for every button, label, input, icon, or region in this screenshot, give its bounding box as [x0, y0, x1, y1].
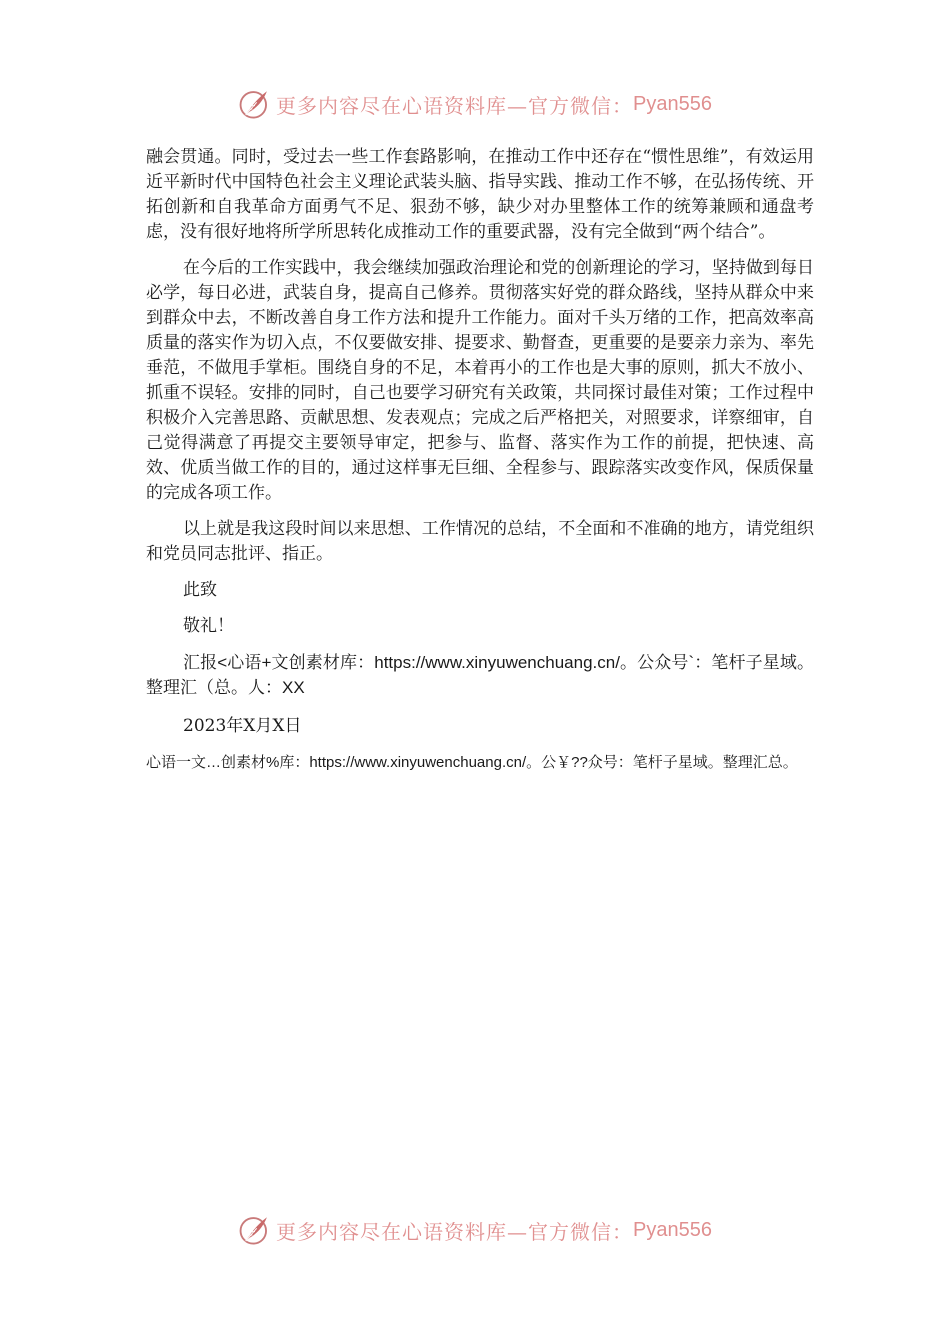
closing-respect: 敬礼！	[183, 616, 234, 636]
paragraph-summary: 以上就是我这段时间以来思想、工作情况的总结，不全面和不准确的地方，请党组织和党员同志批评、指正。	[146, 519, 814, 564]
signature-line: 汇报<心语+文创素材库：https://www.xinyuwenchuang.cn/。公众号`：笔杆子星域。整理汇（总。人：XX	[146, 653, 814, 697]
banner-text: 更多内容尽在心语资料库—官方微信：	[276, 93, 634, 118]
quill-pen-logo-icon	[238, 87, 272, 121]
paragraph-future-work: 在今后的工作实践中，我会继续加强政治理论和党的创新理论的学习，坚持做到每日必学，每日必进，武装自身，提高自己修养。贯彻落实好党的群众路线，坚持从群众中来到群众中去，不断改善自身工作方法和提升工作能力。面对千头万绪的工作，把高效率高质量的落实作为切入点，不仅要做安排、提要求、勤督查，更重要的是要亲力亲为、率先垂范，不做甩手掌柜。围绕自身的不足，本着再小的工作也是大事的原则，抓大不放小、抓重不误轻。安排的同时，自己也要学习研究有关政策，共同探讨最佳对策；工作过程中积极介入完善思路、贡献思想、发表观点；完成之后严格把关，对照要求，详察细审，自己觉得满意了再提交主要领导审定，把参与、监督、落实作为工作的前提，把快速、高效、优质当做工作的目的，通过这样事无巨细、全程参与、跟踪落实改变作风，保质保量的完成各项工作。	[146, 258, 814, 503]
date-line: 2023年X月X日	[183, 716, 302, 736]
banner-wechat-id: Pyan556	[633, 92, 712, 115]
quill-pen-logo-icon	[238, 1213, 272, 1247]
header-banner	[0, 84, 950, 124]
footer-banner	[0, 1210, 950, 1250]
paragraph-continuation: 融会贯通。同时，受过去一些工作套路影响，在推动工作中还存在“惯性思维”，有效运用近平新时代中国特色社会主义理论武装头脑、指导实践、推动工作不够，在弘扬传统、开拓创新和自我革命方面勇气不足、狠劲不够，缺少对办里整体工作的统筹兼顾和通盘考虑，没有很好地将所学所思转化成推动工作的重要武器，没有完全做到“两个结合”。	[146, 147, 814, 242]
banner-wechat-id: Pyan556	[633, 1218, 712, 1241]
footnote: 心语一文…创素材%库：https://www.xinyuwenchuang.cn/。公￥??众号：笔杆子星域。整理汇总。	[146, 754, 798, 771]
closing-salutation: 此致	[183, 580, 217, 600]
document-body	[146, 145, 814, 786]
banner-text: 更多内容尽在心语资料库—官方微信：	[276, 1219, 634, 1244]
